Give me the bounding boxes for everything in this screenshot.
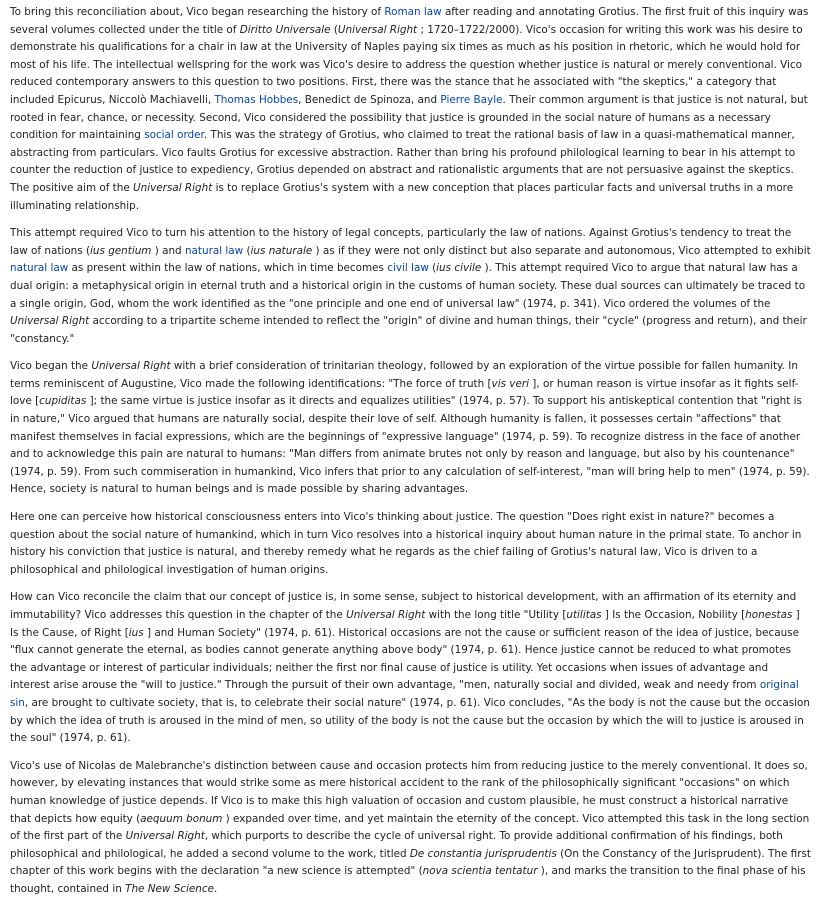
text-run: as present within the law of nations, which in time becomes [68,262,388,275]
italic-text: ius [128,626,144,639]
paragraph-4 [10,509,811,579]
text-run: This attempt required Vico to turn his attention to the history of legal concepts, particularly the law of nations. Against Grotius's tendency to treat the law of nations ( [10,227,792,257]
text-run: To bring this reconciliation about, Vico began researching the history of [10,6,385,18]
text-run: with a brief consideration of trinitarian theology, followed by an exploration of the virtue possible for fallen humanity. In terms reminiscent of Augustine, Vico made the following identifications: "The force of truth [ [10,360,798,390]
text-run: ] Is the Cause, of Right [ [10,609,800,639]
italic-text: honestas [745,609,793,621]
wiki-link[interactable]: Roman law [384,6,442,18]
italic-text: aequum bonum [140,812,223,825]
text-run: ). This attempt required Vico to argue that natural law has a dual origin: a metaphysical origin in eternal truth and a historical origin in the customs of human society. These dual sources can ultimately be traced to a single origin, God, whom the work identified as the "one principle and one end of universal law" (1974, p. 341). Vico ordered the volumes of the [10,262,806,310]
text-run: . This was the strategy of Grotius, who claimed to treat the rational basis of law in a quasi-mathematical manner, abstracting from particulars. Vico faults Grotius for excessive abstraction. Rather than bring his profound philological learning to bear in his attempt to counter the reduction of justice to expediency, Grotius depended on abstract and rationalistic arguments that are not persuasive against the skeptics. The positive aim of the [10,129,796,194]
text-run: Vico's use of Nicolas de Malebranche's distinction between cause and occasion protects him from reducing justice to the merely conventional. It does so, however, by elevating instances that would strike some as mere historical accident to the rank of the philosophically significant "occasions" on which human knowledge of justice depends. If Vico is to make this high valuation of occasion and custom plausible, he must construct a historical narrative that depicts how equity ( [10,759,808,825]
wiki-link[interactable]: social order [144,129,204,142]
text-run: ]; the same virtue is justice insofar as it directs and equalizes utilities" (1974, p. 57). To support his antiskeptical contention that "right is in nature," Vico argued that humans are naturally social, despite their love of self. Although humanity is fallen, it possesses certain "affections" that manifest themselves in facial expressions, which are the beginnings of "expressive language" (1974, p. 59). To recognize distress in the face of another and to acknowledge this pain are natural to humans: "Man differs from animate brutes not only by reason and language, but also by his countenance" (1974, p. 59). From such commiseration in humankind, Vico infers that prior to any calculation of self-interest, "man will bring help to men" (1974, p. 59). Hence, society is natural to human beings and is made possible by sharing advantages. [10,395,810,496]
text-run: ( [243,244,251,257]
italic-text: Diritto Universale [239,23,331,36]
text-run: Vico began the [10,360,92,373]
text-run: . [213,882,218,895]
wiki-link[interactable]: civil law [387,262,429,275]
text-run: ), and marks the transition to the final phase of his thought, contained in [10,865,806,895]
text-run: How can Vico reconcile the claim that our concept of justice is, in some sense, subject to historical development, with an affirmation of its eternity and immutability? Vico addresses this question in the chapter of the [10,591,797,621]
wiki-link[interactable]: Pierre Bayle [440,93,503,106]
italic-text: Universal Right [91,360,171,373]
text-run: , Benedict de Spinoza, and [298,93,441,106]
italic-text: Universal Right [346,609,426,621]
paragraph-3 [10,358,811,499]
wiki-link[interactable]: natural law [10,262,69,275]
text-run: Here one can perceive how historical consciousness enters into Vico's thinking about justice. The question "Does right exist in nature?" becomes a question about the social nature of humankind, which in turn Vico resolves into a historical inquiry about human nature in the primal state. To anchor in history his conviction that justice is natural, and thereby remedy what he regards as the chief failing of Grotius's natural law, Vico is driven to a philosophical and philological investigation of human origins. [10,511,802,576]
text-run: after reading and annotating Grotius. The first fruit of this inquiry was several volumes collected under the title of [10,6,809,36]
italic-text: cupiditas [39,395,87,408]
text-run: , are brought to cultivate society, that is, to celebrate their social nature" (1974, p. 61). Vico concludes, "As the body is not the cause but the occasion by which the idea of truth is aroused in the mind of men, so utility of the body is not the cause but the occasion by which the will to justice is aroused in the soul" (1974, p. 61). [10,696,810,745]
italic-text: utilitas [566,609,602,621]
text-run: ) as if they were not only distinct but also separate and autonomous, Vico attempted to exhibit [312,244,811,257]
paragraph-5 [10,589,811,747]
wiki-link[interactable]: original sin [10,679,799,709]
wiki-link[interactable]: natural law [184,244,244,257]
text-run: ; 1720–1722/2000). Vico's occasion for writing this work was his desire to demonstrate his qualifications for a chair in law at the University of Naples paying six times as much as his position in rhetoric, which he would hold for most of his life. The intellectual wellspring for the work was Vico's desire to address the question whether justice is natural or merely conventional. Vico reduced contemporary answers to this question to two positions. First, there was the stance that he associated with "the skeptics," a category that included Epicurus, Niccolò Machiavelli, [10,23,803,106]
paragraph-2 [10,225,811,348]
italic-text: Universal Right [125,830,205,843]
text-run: , which purports to describe the cycle of universal right. To provide additional confirmation of his findings, both philosophical and philological, he added a second volume to the work, titled [10,830,783,860]
italic-text: Universal Right [337,23,418,36]
text-run: ) and [151,244,185,257]
text-run: with the long title "Utility [ [425,609,567,621]
italic-text: nova scientia tentatur [422,865,538,878]
italic-text: vis veri [491,377,529,390]
italic-text: Universal Right [133,181,213,194]
italic-text: De constantia jurisprudentis [409,847,557,860]
text-run: is to replace Grotius's system with a new conception that places particular facts and universal truths in a more illuminating relationship. [10,181,794,212]
italic-text: ius naturale [250,244,313,257]
paragraph-1 [10,4,811,215]
text-run: according to a tripartite scheme intended to reflect the "origin" of divine and human things, their "cycle" (progress and return), and their "constancy." [10,315,807,345]
text-run: (On the Constancy of the Jurisprudent). The first chapter of this work begins with the declaration "a new science is attempted" ( [10,847,811,878]
paragraph-6 [10,758,811,899]
text-run: ) expanded over time, and yet maintain the eternity of the concept. Vico attempted this task in the long section of the first part of the [10,812,810,843]
italic-text: ius gentium [90,244,152,257]
text-run: ] Is the Occasion, Nobility [ [601,609,746,621]
italic-text: Universal Right [10,315,90,328]
text-run: ( [428,262,437,275]
italic-text: The New Science [125,882,214,895]
italic-text: ius civile [436,262,482,275]
wiki-link[interactable]: Thomas Hobbes [214,93,299,106]
text-run: ], or human reason is virtue insofar as it fights self-love [ [10,377,799,408]
text-run: ] and Human Society" (1974, p. 61). Historical occasions are not the cause or sufficient reason of the idea of justice, because "flux cannot generate the eternal, as bodies cannot generate anything above body" (1974, p. 61). Hence justice cannot be reduced to what promotes the advantage or interest of particular individuals; neither the first nor final cause of justice is utility. Yet occasions when issues of advantage and interest arise arouse the "will to justice." Through the pursuit of their own advantage, "men, naturally social and divided, weak and needy from [10,626,799,692]
text-run: . Their common argument is that justice is not natural, but rooted in fear, chance, or necessity. Second, Vico considered the possibility that justice is grounded in the social nature of humans as a necessary condition for maintaining [10,93,808,142]
text-run: ( [330,23,338,36]
